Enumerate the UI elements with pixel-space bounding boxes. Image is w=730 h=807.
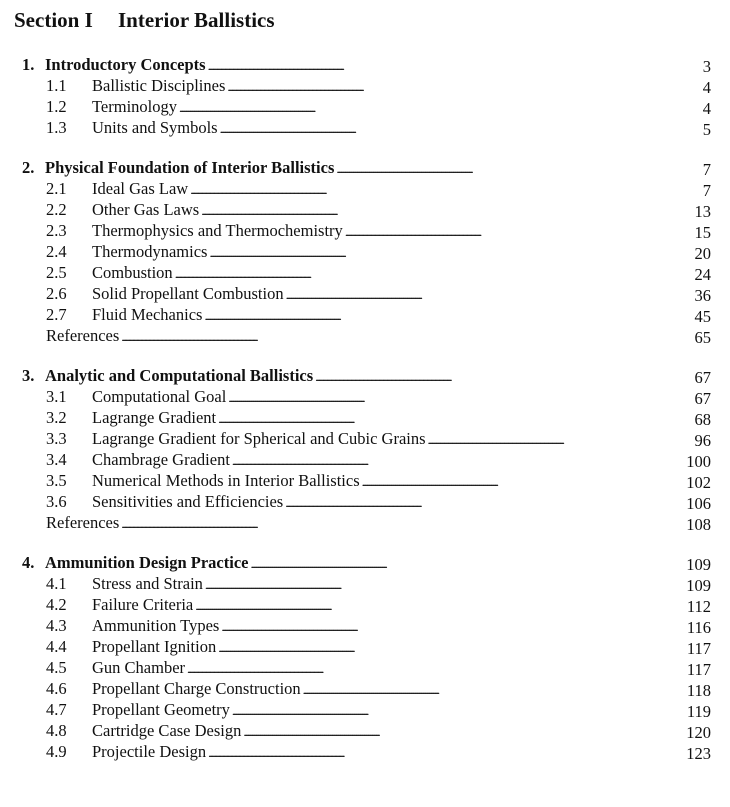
entry-label	[46, 386, 708, 409]
page-number: 67	[692, 367, 712, 388]
chapter-number: 1.	[22, 55, 35, 74]
entry-title: Lagrange Gradient for Spherical and Cubic Grains	[92, 429, 426, 448]
page-number: 117	[684, 638, 711, 659]
page-number: 96	[692, 430, 712, 451]
toc-entry[interactable]	[0, 743, 730, 764]
entry-label	[46, 491, 708, 514]
section-title	[14, 8, 275, 33]
entry-label	[46, 428, 708, 451]
chapter-number: 3.	[22, 366, 35, 385]
toc-entry[interactable]	[0, 596, 730, 617]
page-number: 119	[684, 701, 711, 722]
entry-label	[46, 449, 708, 472]
page-number: 123	[683, 743, 711, 764]
references-label	[46, 512, 708, 535]
toc-entry[interactable]	[0, 722, 730, 743]
toc-entry[interactable]	[0, 119, 730, 140]
entry-title: Ballistic Disciplines	[92, 76, 226, 95]
page-number: 24	[692, 264, 712, 285]
references-label	[46, 325, 708, 348]
page-number: 108	[683, 514, 711, 535]
entry-number: 4.8	[46, 721, 67, 740]
entry-label	[46, 283, 708, 306]
entry-number: 4.3	[46, 616, 67, 635]
entry-title: Numerical Methods in Interior Ballistics	[92, 471, 360, 490]
chapter-title: Introductory Concepts	[45, 55, 206, 74]
page-number: 118	[684, 680, 711, 701]
entry-title: Solid Propellant Combustion	[92, 284, 284, 303]
entry-title: Combustion	[92, 263, 173, 282]
entry-number: 3.5	[46, 471, 67, 490]
references-title: References	[46, 326, 120, 345]
chapter-label	[22, 54, 708, 77]
page-number: 100	[683, 451, 711, 472]
entry-label	[46, 594, 708, 617]
toc-entry[interactable]	[0, 285, 730, 306]
entry-title: Propellant Ignition	[92, 637, 217, 656]
toc-chapter	[0, 554, 730, 764]
page-number: 5	[700, 119, 711, 140]
entry-title: Thermodynamics	[92, 242, 208, 261]
chapter-heading[interactable]	[0, 367, 730, 388]
entry-label	[46, 75, 708, 98]
entry-title: Cartridge Case Design	[92, 721, 242, 740]
entry-title: Failure Criteria	[92, 595, 194, 614]
entry-number: 2.3	[46, 221, 67, 240]
entry-label	[46, 470, 708, 493]
entry-label	[46, 262, 708, 285]
entry-label	[46, 615, 708, 638]
entry-label	[46, 178, 708, 201]
entry-label	[46, 636, 708, 659]
page-number: 13	[692, 201, 712, 222]
toc-chapter	[0, 367, 730, 535]
toc-chapter	[0, 159, 730, 348]
page-number: 68	[692, 409, 712, 430]
entry-number: 3.1	[46, 387, 67, 406]
entry-number: 4.6	[46, 679, 67, 698]
page-number: 67	[692, 388, 712, 409]
toc-entry[interactable]	[0, 306, 730, 327]
entry-title: Lagrange Gradient	[92, 408, 217, 427]
entry-number: 2.7	[46, 305, 67, 324]
entry-title: Ideal Gas Law	[92, 179, 189, 198]
entry-number: 2.6	[46, 284, 67, 303]
chapter-label	[22, 552, 708, 575]
toc-entry[interactable]	[0, 575, 730, 596]
toc-entry[interactable]	[0, 659, 730, 680]
entry-number: 4.1	[46, 574, 67, 593]
entry-number: 1.2	[46, 97, 67, 116]
toc-entry[interactable]	[0, 388, 730, 409]
page-number: 3	[700, 56, 711, 77]
chapter-label	[22, 157, 708, 180]
entry-title: Units and Symbols	[92, 118, 218, 137]
toc-entry[interactable]	[0, 701, 730, 722]
toc-chapter	[0, 56, 730, 140]
entry-label	[46, 657, 708, 680]
entry-title: Gun Chamber	[92, 658, 186, 677]
toc-entry[interactable]	[0, 201, 730, 222]
entry-title: Terminology	[92, 97, 177, 116]
toc-entry[interactable]	[0, 264, 730, 285]
entry-label	[46, 720, 708, 743]
page-number: 112	[684, 596, 711, 617]
entry-label	[46, 96, 708, 119]
section-number: Section I	[14, 8, 93, 32]
chapter-heading[interactable]	[0, 56, 730, 77]
entry-number: 4.7	[46, 700, 67, 719]
toc-entry[interactable]	[0, 77, 730, 98]
page-number: 106	[683, 493, 711, 514]
toc-entry[interactable]	[0, 243, 730, 264]
entry-title: Projectile Design	[92, 742, 207, 761]
entry-title: Stress and Strain	[92, 574, 203, 593]
toc-entry[interactable]	[0, 617, 730, 638]
chapter-number: 4.	[22, 553, 35, 572]
chapter-title: Analytic and Computational Ballistics	[45, 366, 314, 385]
section-name: Interior Ballistics	[118, 8, 275, 32]
page-number: 65	[692, 327, 712, 348]
entry-label	[46, 241, 708, 264]
entry-label	[46, 220, 708, 243]
page-number: 102	[683, 472, 711, 493]
page-number: 120	[683, 722, 711, 743]
entry-label	[46, 699, 708, 722]
references-entry[interactable]	[0, 514, 730, 535]
entry-title: Thermophysics and Thermochemistry	[92, 221, 343, 240]
entry-label	[46, 407, 708, 430]
entry-title: Ammunition Types	[92, 616, 220, 635]
entry-number: 4.5	[46, 658, 67, 677]
page-number: 4	[700, 98, 711, 119]
entry-number: 2.5	[46, 263, 67, 282]
entry-title: Chambrage Gradient	[92, 450, 230, 469]
entry-title: Propellant Geometry	[92, 700, 230, 719]
page-number: 109	[683, 575, 711, 596]
entry-label	[46, 304, 708, 327]
page-number: 4	[700, 77, 711, 98]
page-number: 36	[692, 285, 712, 306]
references-entry[interactable]	[0, 327, 730, 348]
entry-number: 3.3	[46, 429, 67, 448]
entry-number: 4.9	[46, 742, 67, 761]
entry-number: 4.4	[46, 637, 67, 656]
toc-entry[interactable]	[0, 638, 730, 659]
page-number: 109	[683, 554, 711, 575]
toc-entry[interactable]	[0, 222, 730, 243]
references-title: References	[46, 513, 120, 532]
page-number: 117	[684, 659, 711, 680]
entry-title: Fluid Mechanics	[92, 305, 203, 324]
entry-title: Sensitivities and Efficiencies	[92, 492, 284, 511]
chapter-heading[interactable]	[0, 554, 730, 575]
entry-label	[46, 117, 708, 140]
chapter-title: Physical Foundation of Interior Ballistics	[45, 158, 335, 177]
toc-entry[interactable]	[0, 409, 730, 430]
entry-number: 3.6	[46, 492, 67, 511]
toc-entry[interactable]	[0, 680, 730, 701]
page-number: 20	[692, 243, 712, 264]
toc-entry[interactable]	[0, 493, 730, 514]
page-number: 7	[700, 159, 711, 180]
entry-number: 3.2	[46, 408, 67, 427]
entry-label	[46, 199, 708, 222]
toc-list	[0, 56, 730, 783]
chapter-number: 2.	[22, 158, 35, 177]
entry-number: 1.1	[46, 76, 67, 95]
page-number: 45	[692, 306, 712, 327]
entry-label	[46, 741, 708, 764]
page-number: 116	[684, 617, 711, 638]
toc-entry[interactable]	[0, 180, 730, 201]
page-number: 7	[700, 180, 711, 201]
chapter-title: Ammunition Design Practice	[45, 553, 249, 572]
entry-title: Computational Goal	[92, 387, 227, 406]
toc-entry[interactable]	[0, 472, 730, 493]
entry-number: 4.2	[46, 595, 67, 614]
entry-number: 1.3	[46, 118, 67, 137]
entry-number: 2.2	[46, 200, 67, 219]
chapter-heading[interactable]	[0, 159, 730, 180]
entry-title: Propellant Charge Construction	[92, 679, 301, 698]
toc-entry[interactable]	[0, 451, 730, 472]
entry-label	[46, 678, 708, 701]
page-number: 15	[692, 222, 712, 243]
chapter-label	[22, 365, 708, 388]
entry-number: 2.1	[46, 179, 67, 198]
entry-number: 2.4	[46, 242, 67, 261]
entry-title: Other Gas Laws	[92, 200, 200, 219]
entry-number: 3.4	[46, 450, 67, 469]
entry-label	[46, 573, 708, 596]
toc-entry[interactable]	[0, 98, 730, 119]
toc-entry[interactable]	[0, 430, 730, 451]
